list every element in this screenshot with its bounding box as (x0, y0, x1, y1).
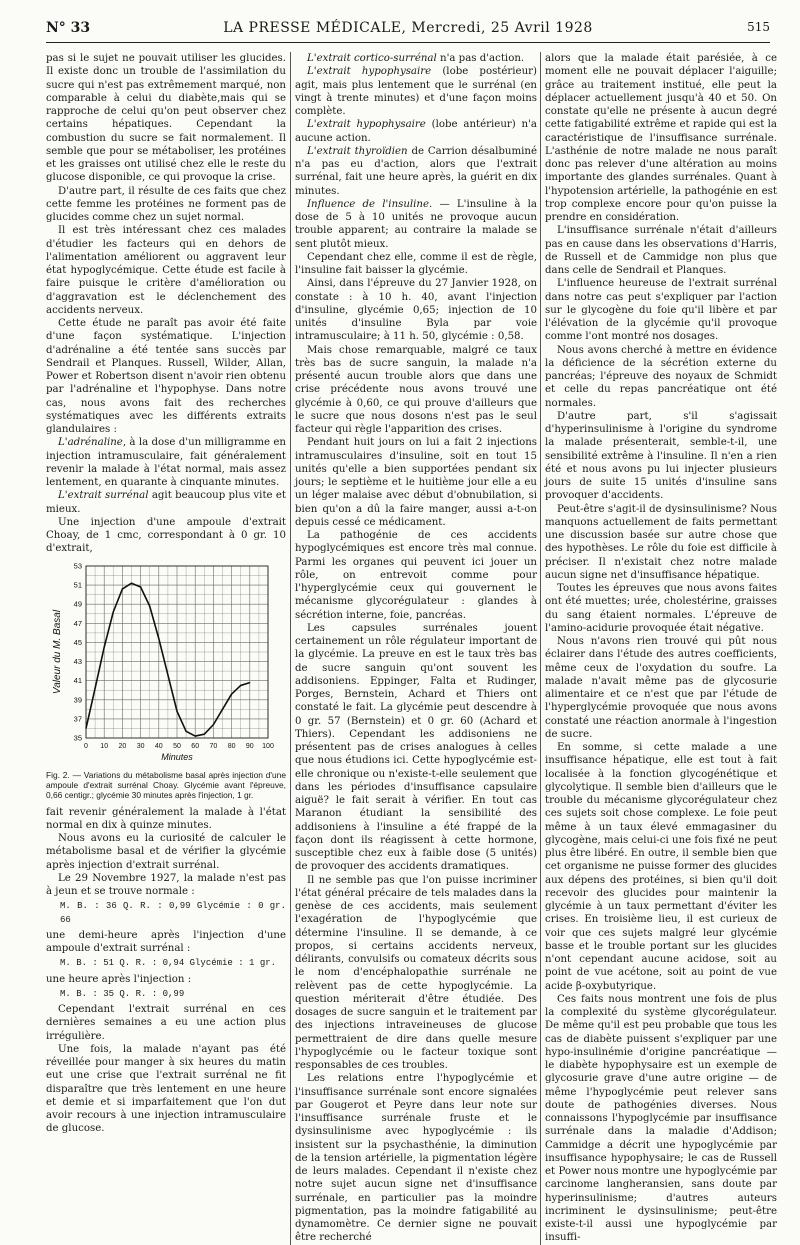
y-tick-label: 51 (73, 580, 82, 590)
paragraph: Nous n'avons rien trouvé qui pût nous éclairer dans l'étude des autres coefficients, même ceux de l'oxydation du soufre. La malade n'avait même pas de glycosurie alimentaire et ce n'est que par l'étude de l'hyperglycémie provoquée que nous avons constaté une réaction anormale à l'ingestion de sucre. (545, 636, 777, 740)
measurement-line: M. B. : 36 Q. R. : 0,99 Glycémie : 0 gr. 66 (60, 901, 286, 925)
paragraph: Mais chose remarquable, malgré ce taux très bas de sucre sanguin, la malade n'a présenté aucun trouble alors que dans une crise précédente nous avons trouvé une glycémie à 0,60, ce qui prouve d'ailleurs que le sucre que nous dosons n'est pas le seul facteur qui règle l'apparition des crises. (295, 344, 537, 435)
paragraph: fait revenir généralement la malade à l'état normal en dix à quinze minutes. (46, 806, 286, 831)
x-tick-label: 30 (136, 742, 145, 750)
x-tick-label: 70 (209, 742, 218, 750)
data-point (213, 724, 214, 725)
paragraph: Il ne semble pas que l'on puisse incriminer l'état général précaire de tels malades dans la genèse de ces accidents, mais seulement l'exagération de l'hypoglycémie que détermine l'insuline. Il se demande, à ce propos, si certains accidents nerveux, délirants, convulsifs ou comateux décrits sous le nom d'encéphalopathie surrénale ne relèvent pas de cette hypoglycémie. La question mériterait d'être étudiée. Des dosages de sucre sanguin et le traitement par des injections intraveineuses de glucose permettraient de dire dans quelle mesure l'hypoglycémie ou le facteur toxique sont responsables de ces troubles. (295, 874, 537, 1071)
basal-metabolism-chart (46, 558, 286, 770)
y-tick-label: 49 (73, 599, 82, 609)
column-1 (46, 52, 286, 1136)
paragraph (295, 198, 537, 251)
paragraph: Ainsi, dans l'épreuve du 27 Janvier 1928, on constate : à 10 h. 40, avant l'injection d'insuline, glycémie 0,65; injection de 10 unités d'insuline Byla par voie intramusculaire; à 11 h. 50, glycémie : 0,58. (295, 278, 537, 343)
data-point (158, 638, 159, 639)
paragraph: Une fois, la malade n'ayant pas été réveillée pour manger à six heures du matin eut une crise que l'extrait surrénal ne fit disparaître que très lentement en une heure et demie et si imparfaitement que l'on dut avoir recours à une injection intramusculaire de glucose. (46, 1043, 286, 1135)
data-point (149, 605, 150, 606)
paragraph: Cependant chez elle, comme il est de règle, l'insuline fait baisser la glycémie. (295, 251, 537, 276)
paragraph (295, 118, 537, 145)
x-tick-label: 20 (118, 742, 127, 750)
page-number: 515 (747, 20, 770, 34)
paragraph: L'insuffisance surrénale n'était d'ailleurs pas en cause dans les observations d'Harris, de Russell et de Cammidge non plus que dans celle de Sendrail et Planques. (545, 225, 777, 276)
paragraph: Nous avons cherché à mettre en évidence la déficience de la sécrétion externe du pancréas; l'épreuve des noyaux de Schmidt et celle du repas pancréatique ont été normales. (545, 344, 777, 409)
paragraph: Une injection d'une ampoule d'extrait Choay, de 1 cmc, correspondant à 0 gr. 10 d'extrait, (46, 516, 286, 555)
paragraph (295, 52, 537, 65)
x-axis-label: Minutes (161, 751, 193, 762)
section-heading: Influence de l'insuline. (307, 198, 433, 210)
figure-caption: Fig. 2. — Variations du métabolisme basal après injection d'une ampoule d'extrait surrénal Choay. Glycémie avant l'épreuve, 0,66 centigr.; glycémie 30 minutes après l'injection, 1 gr. (46, 769, 286, 800)
paragraph: Cette étude ne paraît pas avoir été faite d'une façon systématique. L'injection d'adrénaline a été tentée sans succès par Sendrail et Planques. Russell, Wilder, Allan, Power et Robertson disent n'avoir rien obtenu par l'adrénaline et l'hypophyse. Dans notre cas, nous avons fait des recherches systématiques avec les différents extraits glandulaires : (46, 318, 286, 435)
paragraph: Il est très intéressant chez ces malades d'étudier les facteurs qui en dehors de l'alimentation améliorent ou aggravent leur état hypoglycémique. Cette étude est facile à faire puisque le critère d'amélioration ou d'aggravation est le déclenchement des accidents nerveux. (46, 225, 286, 316)
paragraph: L'influence heureuse de l'extrait surrénal dans notre cas peut s'expliquer par l'action sur le glycogène du foie qu'il libère et par l'élévation de la glycémie qu'il provoque comme l'ont montré nos dosages. (545, 278, 777, 343)
data-point (177, 710, 178, 711)
x-tick-label: 40 (154, 742, 163, 750)
paragraph: Nous avons eu la curiosité de calculer le métabolisme basal et de vérifier la glycémie après injection d'extrait surrénal. (46, 833, 286, 871)
text: (lobe postérieur) agit, mais plus lentement que le surrénal (en vingt à trente minutes) et d'une façon moins complète. (295, 66, 537, 117)
column-2 (290, 52, 537, 1245)
y-tick-label: 47 (73, 618, 82, 628)
measurement-line: M. B. : 51 Q. R. : 0,94 Glycémie : 1 gr. (60, 958, 277, 969)
data-point (104, 646, 105, 647)
y-tick-label: 37 (73, 713, 82, 723)
y-tick-label: 43 (73, 656, 82, 666)
x-tick-label: 100 (262, 742, 274, 750)
term: L'adrénaline (58, 437, 123, 449)
text: (lobe antérieur) n'a aucune action. (295, 119, 537, 144)
text: n'a pas d'action. (436, 53, 525, 64)
data-point (95, 687, 96, 688)
y-tick-label: 39 (73, 694, 82, 704)
term: L'extrait cortico-surrénal (307, 53, 437, 64)
x-tick-label: 90 (245, 742, 254, 750)
data-point (140, 586, 141, 587)
data-point (167, 674, 168, 675)
page-header (46, 18, 770, 43)
paragraph (46, 436, 286, 489)
paragraph: Cependant l'extrait surrénal en ces dernières semaines a eu une action plus irrégulière. (46, 1004, 286, 1042)
text: de Carrion désalbuminé n'a pas eu d'action, alors que l'extrait surrénal, fait une heure après, la guérit en dix minutes. (295, 145, 537, 197)
x-tick-label: 0 (84, 742, 88, 750)
text: agit beaucoup plus vite et mieux. (46, 490, 287, 515)
paragraph: Pendant huit jours on lui a fait 2 injections intramusculaires d'insuline, soit en tout 15 unités qu'elle a bien supportées pendant six jours; le septième et le huitième jour elle a eu un léger malaise avec début d'obnubilation, si bien qu'on a dû la faire manger, aussi a-t-on depuis cessé ce médicament. (295, 437, 537, 528)
paragraph: une demi-heure après l'injection d'une ampoule d'extrait surrénal : (46, 929, 286, 954)
paragraph: Toutes les épreuves que nous avons faites ont été muettes; urée, cholestérine, graisses du sang étaient normales. L'épreuve de l'amino-acidurie provoquée était négative. (545, 583, 777, 634)
x-tick-label: 50 (173, 742, 181, 750)
term: L'extrait thyroïdien (307, 145, 408, 157)
issue-number: N° 33 (46, 20, 91, 36)
paragraph: La pathogénie de ces accidents hypoglycémiques est encore très mal connue. Parmi les organes qui peuvent ici jouer un rôle, on entrevoit comme pour l'hyperglycémie ceux qui gouvernent le mécanisme glycorégulateur : glandes à sécrétion interne, foie, pancréas. (295, 530, 537, 621)
x-tick-label: 60 (191, 742, 200, 750)
x-tick-label: 80 (227, 742, 236, 750)
y-tick-label: 53 (73, 561, 82, 570)
data-point (122, 588, 123, 589)
y-axis-label: Valeur du M. Basal (52, 609, 63, 694)
y-tick-label: 35 (73, 733, 82, 742)
x-tick-label: 10 (100, 742, 109, 750)
data-point (231, 693, 232, 694)
data-point (86, 727, 87, 728)
paragraph: alors que la malade était parésiée, à ce moment elle ne pouvait déplacer l'aiguille; grâce au traitement institué, elle peut la déplacer actuellement jusqu'à 40 et 50. On constate qu'elle ne présente à aucun degré cette fatigabilité extrême et rapide qui est la caractéristique de l'insuffisance surrénale. L'asthénie de notre malade ne nous paraît donc pas relever d'une altération au moins importante des glandes surrénales. Quant à l'hypotension artérielle, la pathogénie en est trop complexe encore pour qu'on puisse la prendre en considération. (545, 53, 777, 223)
measurement-line: M. B. : 35 Q. R. : 0,99 (60, 988, 185, 999)
journal-title: LA PRESSE MÉDICALE, Mercredi, 25 Avril 1928 (223, 20, 593, 36)
paragraph: Peut-être s'agit-il de dysinsulinisme? Nous manquons actuellement de faits permettant une discussion basée sur autre chose que des hypothèses. Le rôle du foie est difficile à préciser. Il n'existait chez notre malade aucun signe net d'insuffisance hépatique. (545, 503, 777, 581)
column-3 (540, 52, 777, 1245)
paragraph: pas si le sujet ne pouvait utiliser les glucides. Il existe donc un trouble de l'assimilation du sucre qui n'est pas extrêmement marqué, non comparable à celui du diabète,mais qui se rapproche de celui qu'on peut observer chez certains hépatiques. Cependant la combustion du sucre se fait normalement. Il semble que pour se métaboliser, les protéines et les graisses ont utilisé chez elle le reste du glucose disponible, ce qui provoque la crise. (46, 53, 286, 184)
data-point (195, 735, 196, 736)
term: L'extrait hypophysaire (307, 119, 426, 131)
paragraph: Le 29 Novembre 1927, la malade n'est pas à jeun et se trouve normale : (46, 872, 286, 897)
paragraph (295, 145, 537, 198)
data-point (131, 582, 132, 583)
data-point (249, 682, 250, 683)
paragraph: Les relations entre l'hypoglycémie et l'insuffisance surrénale sont encore signalées par Gougerot et Peyre dans leur note sur l'insuffisance surrénale fruste et le dysinsulinisme avec hypoglycémie : ils insistent sur la psychasthénie, la diminution de la tension artérielle, la pigmentation légère de leurs malades. Cependant il n'existe chez notre sujet aucun signe net d'insuffisance surrénale, en particulier pas la moindre pigmentation, pas la moindre fatigabilité au dynamomètre. Ce dernier signe ne pouvait être recherché (295, 1073, 537, 1244)
paragraph: En somme, si cette malade a une insuffisance hépatique, elle est tout à fait localisée à la fonction glycogénétique et glycolytique. Il semble bien d'ailleurs que le trouble du mécanisme glycorégulateur chez ces sujets soit chose complexe. Le foie peut même à un taux élevé emmagasiner du glycogène, mais celui-ci une fois fixé ne peut plus être libéré. En outre, il semble bien que cet organisme ne puisse former des glucides aux dépens des protéines, si bien qu'il doit recevoir des glucides pour maintenir la glycémie à un taux permettant d'éviter les crises. En troisième lieu, il est curieux de voir que ces sujets malgré leur glycémie basse et le trouble portant sur les glucides n'ont cependant aucune acidose, soit au point de vue acétone, soit au point de vue acide β-oxybutyrique. (545, 742, 777, 992)
paragraph: Les capsules surrénales jouent certainement un rôle régulateur important de la glycémie. La preuve en est le taux très bas de sucre sanguin qu'ont souvent les addisoniens. Eppinger, Falta et Rudinger, Porges, Bernstein, Achard et Thiers ont constaté le fait. La glycémie peut descendre à 0 gr. 57 (Bernstein) et 0 gr. 60 (Achard et Thiers). Cependant les addisoniens ne présentent pas de crises analogues à celles que nous étudions ici. Cette hypoglycémie est-elle chronique ou n'existe-t-elle seulement que dans les périodes d'insuffisance capsulaire aiguë? le fait serait à vérifier. En tout cas Maranon étudiant la sensibilité des addisoniens à l'insuline a été frappé de la façon dont ils réagissent à cette hormone, susceptible chez eux à faible dose (5 unités) de provoquer des accidents dramatiques. (295, 622, 537, 873)
data-point (186, 730, 187, 731)
data-point (113, 611, 114, 612)
text: , à la dose d'un milligramme en injection intramusculaire, fait généralement revenir la malade à l'état normal, mais assez lentement, en quarante à cinquante minutes. (46, 437, 286, 488)
paragraph (46, 489, 286, 516)
paragraph: une heure après l'injection : (46, 973, 192, 985)
data-point (204, 733, 205, 734)
paragraph (295, 65, 537, 118)
data-point (240, 684, 241, 685)
paragraph: Ces faits nous montrent une fois de plus la complexité du système glycorégulateur. De même qu'il est peu probable que tous les cas de diabète puissent s'expliquer par une hypo-insulinémie d'origine pancréatique — le diabète hypophysaire est un exemple de glycosurie grave d'une autre origine — de même l'hypoglycémie peut relever sans doute de pathogénies diverses. Nous connaissons l'hypoglycémie par insuffisance surrénale dans la maladie d'Addison; Cammidge a décrit une hypoglycémie par insuffisance hypophysaire; le cas de Russell et Power nous montre une hypoglycémie par carcinome langheransien, sans doute par hyperinsulinisme; d'autres auteurs incriminent le dysinsulinisme; peut-être existe-t-il aussi une hypoglycémie par insuffi- (545, 993, 777, 1244)
term: L'extrait hypophysaire (307, 66, 432, 78)
paragraph: D'autre part, il résulte de ces faits que chez cette femme les protéines ne forment pas de glucides comme chez un sujet normal. (46, 185, 286, 223)
y-tick-label: 41 (73, 675, 82, 685)
text: — L'insuline à la dose de 5 à 10 unités ne provoque aucun trouble apparent; au contraire la malade se sent plutôt mieux. (295, 198, 537, 250)
y-tick-label: 45 (73, 637, 82, 647)
term: L'extrait surrénal (58, 490, 149, 502)
paragraph: D'autre part, s'il s'agissait d'hyperinsulinisme à l'origine du syndrome la malade présenterait, semble-t-il, une sensibilité extrême à l'insuline. Il n'en a rien été et nous avons pu lui injecter plusieurs jours de suite 15 unités d'insuline sans provoquer d'accidents. (545, 410, 777, 502)
data-point (222, 708, 223, 709)
